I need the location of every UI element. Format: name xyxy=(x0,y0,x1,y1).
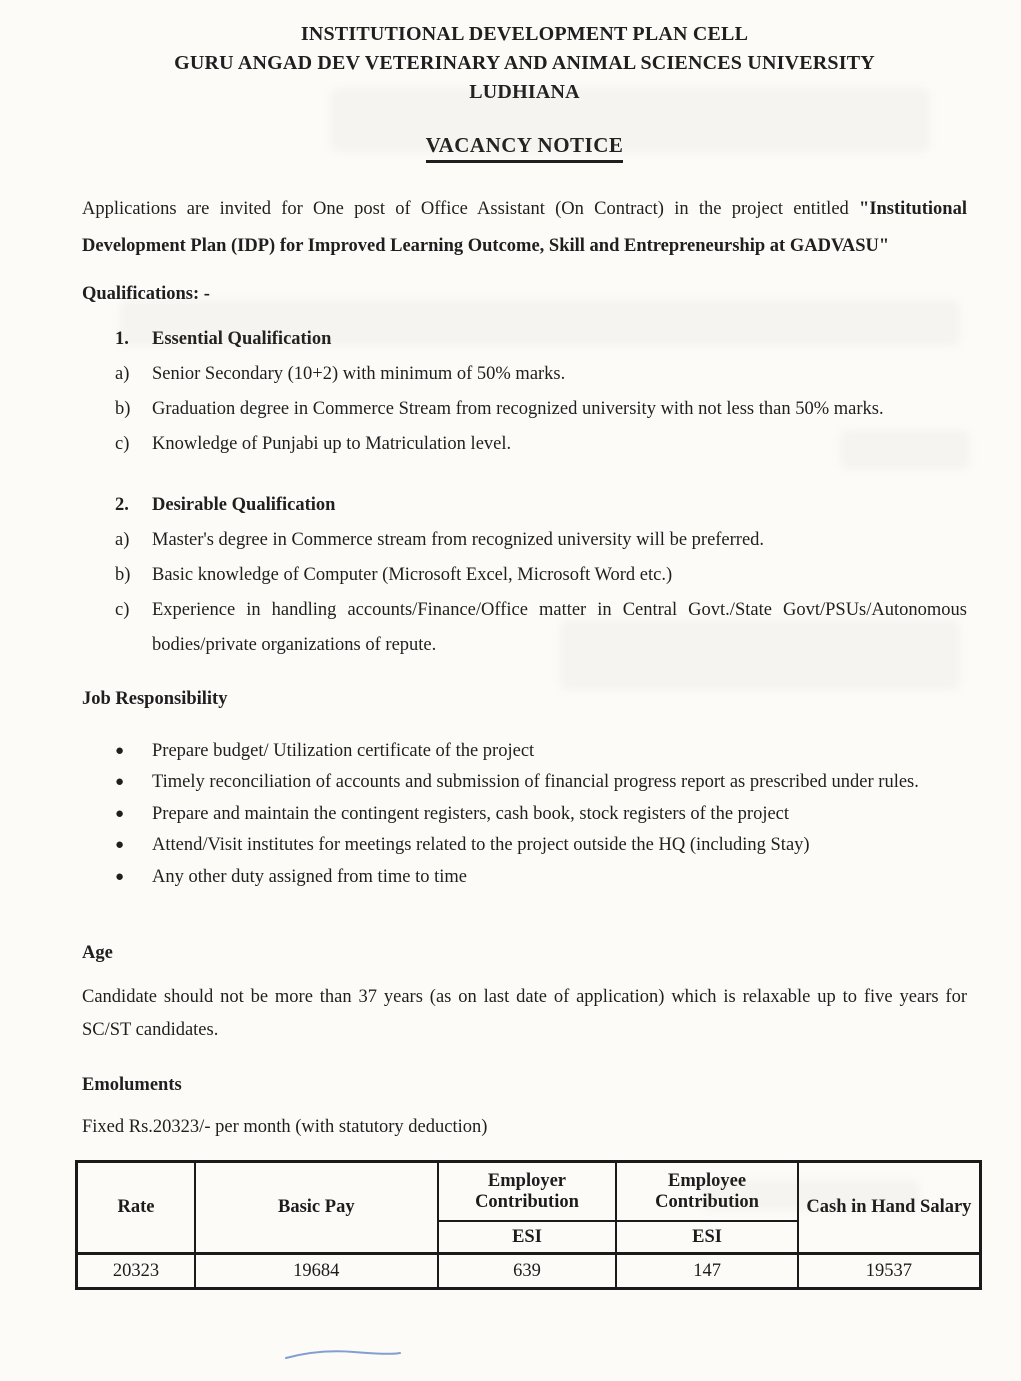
list-marker: a) xyxy=(115,363,130,384)
col-header-cash-in-hand: Cash in Hand Salary xyxy=(798,1162,981,1254)
subheader-employer-esi: ESI xyxy=(438,1221,617,1254)
bullet-icon: ● xyxy=(115,868,125,885)
qualification-text: Desirable Qualification xyxy=(152,494,336,515)
qualification-item xyxy=(115,392,967,427)
col-header-employee-contribution: Employee Contribution xyxy=(616,1162,798,1222)
job-item-text: Attend/Visit institutes for meetings related to the project outside the HQ (including Stay) xyxy=(152,835,810,855)
age-paragraph: Candidate should not be more than 37 years (as on last date of application) which is relaxable up to five years for SC/ST candidates. xyxy=(82,987,967,1040)
job-responsibility-item xyxy=(115,799,967,831)
notice-title: VACANCY NOTICE xyxy=(426,133,624,163)
qualification-text: Master's degree in Commerce stream from recognized university will be preferred. xyxy=(152,529,765,550)
pen-stroke xyxy=(286,1351,400,1358)
salary-table xyxy=(75,1160,982,1290)
emoluments-heading: Emoluments xyxy=(82,1075,182,1095)
cell-cash-in-hand: 19537 xyxy=(798,1254,981,1289)
col-header-basic-pay: Basic Pay xyxy=(195,1162,438,1254)
pen-mark xyxy=(284,1348,404,1364)
qualifications-heading: Qualifications: - xyxy=(82,283,210,304)
list-marker: b) xyxy=(115,398,131,419)
subheader-employee-esi: ESI xyxy=(616,1221,798,1254)
job-responsibility-list xyxy=(82,736,967,894)
age-heading: Age xyxy=(82,943,113,963)
qualification-text: Essential Qualification xyxy=(152,328,332,349)
job-responsibility-item xyxy=(115,767,967,799)
list-marker: 2. xyxy=(115,494,129,515)
job-item-text: Any other duty assigned from time to time xyxy=(152,866,467,887)
list-marker: b) xyxy=(115,564,131,585)
project-title-text: "Institutional Development Plan (IDP) for Improved Learning Outcome, Skill and Entrepreneurship at GADVASU" xyxy=(82,199,967,256)
qualification-text: Knowledge of Punjabi up to Matriculation level. xyxy=(152,433,512,454)
col-header-employer-contribution: Employer Contribution xyxy=(438,1162,617,1222)
qualification-item xyxy=(115,427,967,462)
col-header-rate: Rate xyxy=(77,1162,195,1254)
job-item-text: Prepare budget/ Utilization certificate of the project xyxy=(152,740,535,761)
qualification-item xyxy=(115,322,967,357)
emoluments-fixed-line: Fixed Rs.20323/- per month (with statutory deduction) xyxy=(82,1117,488,1137)
intro-paragraph xyxy=(82,191,967,265)
job-responsibility-heading: Job Responsibility xyxy=(82,688,228,709)
qualification-item xyxy=(115,523,967,558)
qualification-text: Experience in handling accounts/Finance/Office matter in Central Govt./State Govt/PSUs/Autonomous bodies/private organizations of repute. xyxy=(152,599,967,655)
job-item-text: Timely reconciliation of accounts and submission of financial progress report as prescribed under rules. xyxy=(152,772,919,792)
intro-normal-text: Applications are invited for One post of Office Assistant (On Contract) in the project entitled xyxy=(82,199,860,219)
cell-rate: 20323 xyxy=(77,1254,195,1289)
qualification-item xyxy=(115,593,967,663)
bullet-icon: ● xyxy=(115,805,125,822)
cell-employee-esi: 147 xyxy=(616,1254,798,1289)
letterhead xyxy=(82,20,967,107)
bullet-icon: ● xyxy=(115,774,125,790)
bullet-icon: ● xyxy=(115,837,125,853)
city-line: LUDHIANA xyxy=(469,81,580,103)
cell-employer-esi: 639 xyxy=(438,1254,617,1289)
org-unit-line: INSTITUTIONAL DEVELOPMENT PLAN CELL xyxy=(300,23,749,45)
qualification-text: Graduation degree in Commerce Stream from recognized university with not less than 50% marks. xyxy=(152,398,884,419)
job-item-text: Prepare and maintain the contingent registers, cash book, stock registers of the project xyxy=(152,803,790,824)
qualification-item xyxy=(115,488,967,523)
job-responsibility-item xyxy=(115,736,967,768)
qualification-item xyxy=(115,357,967,392)
list-marker: c) xyxy=(115,599,130,620)
list-marker: c) xyxy=(115,433,130,454)
cell-basic-pay: 19684 xyxy=(195,1254,438,1289)
job-responsibility-item xyxy=(115,862,967,894)
list-marker: a) xyxy=(115,529,130,550)
bullet-icon: ● xyxy=(115,742,125,759)
list-marker: 1. xyxy=(115,328,129,349)
qualification-text: Basic knowledge of Computer (Microsoft Excel, Microsoft Word etc.) xyxy=(152,564,673,585)
university-name-line: GURU ANGAD DEV VETERINARY AND ANIMAL SCIENCES UNIVERSITY xyxy=(174,52,875,74)
job-responsibility-item xyxy=(115,830,967,862)
qualification-text: Senior Secondary (10+2) with minimum of 50% marks. xyxy=(152,363,566,384)
qualification-item xyxy=(115,558,967,593)
qualifications-list xyxy=(82,322,967,663)
